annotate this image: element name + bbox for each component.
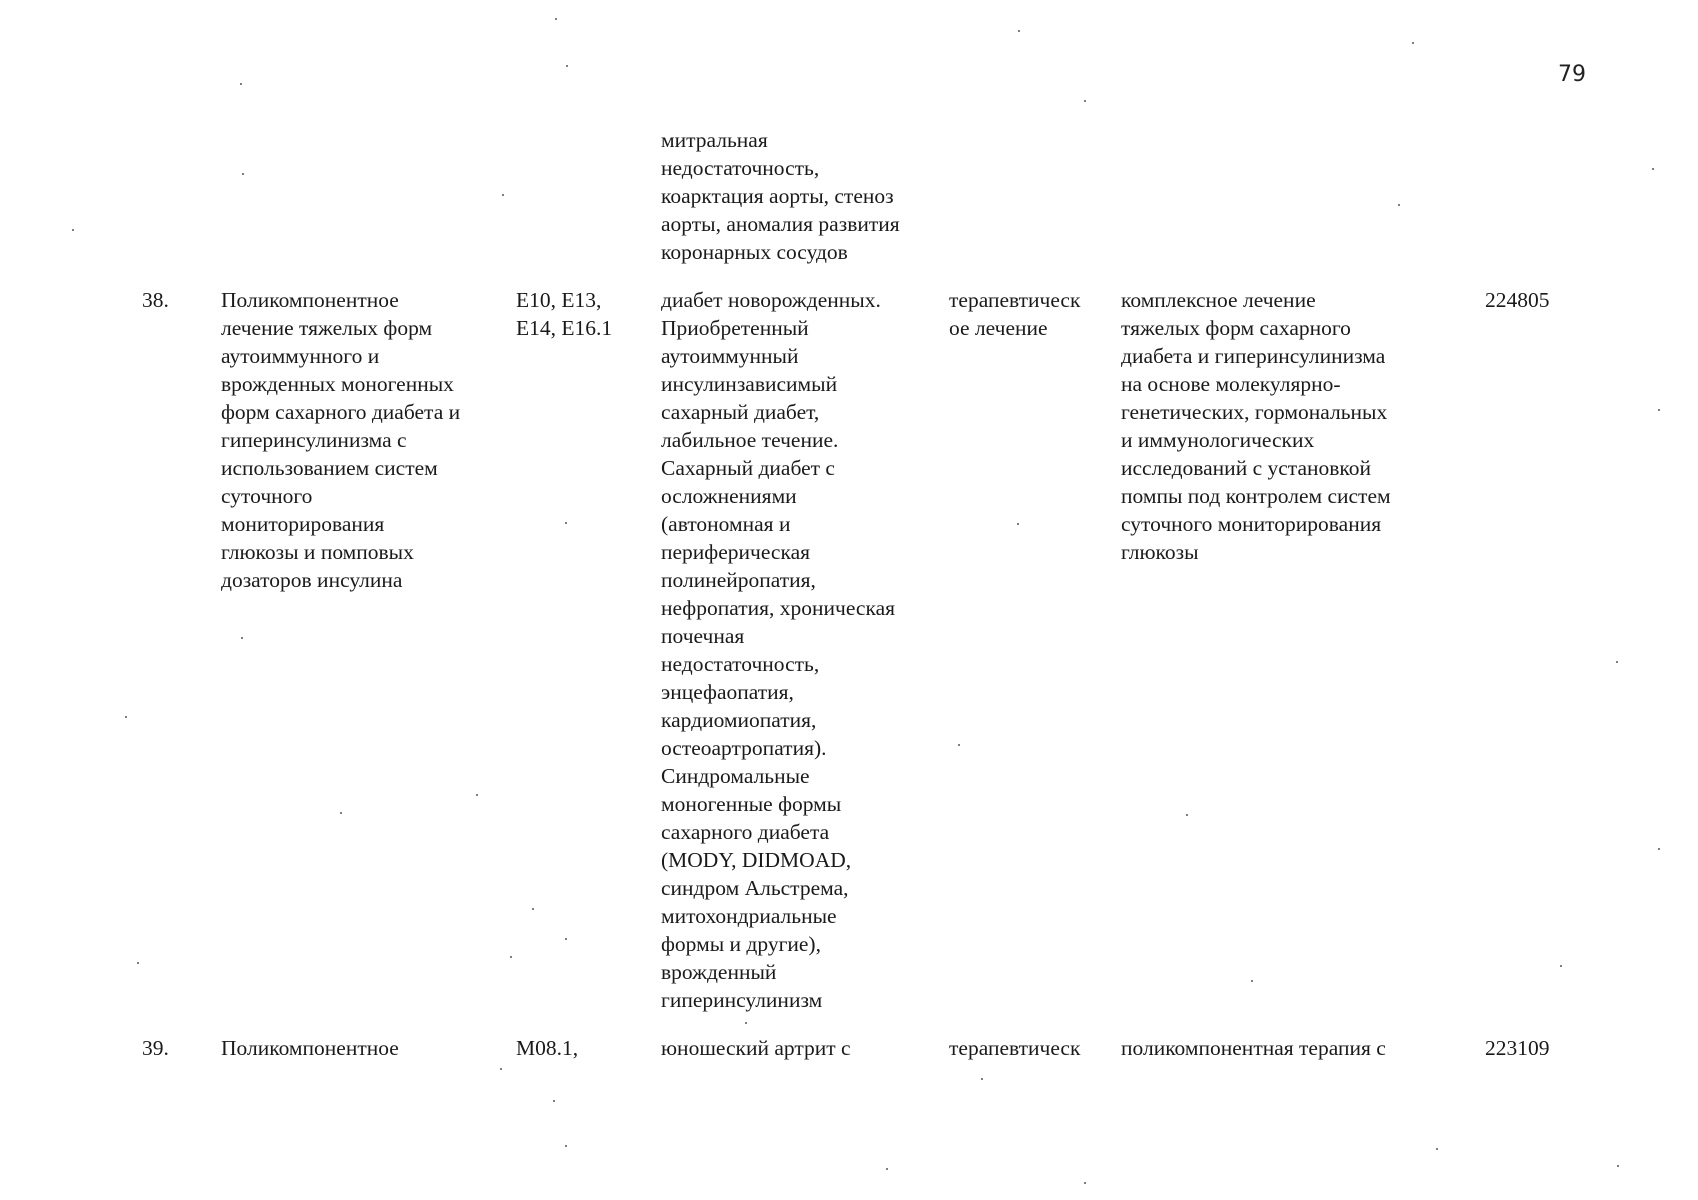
patient-model-cell	[661, 1034, 851, 1062]
text-line: сахарный диабет,	[661, 400, 820, 424]
patient-model-cell	[661, 286, 895, 1014]
text-line: E14, E16.1	[516, 316, 613, 340]
text-line: терапевтическ	[949, 1036, 1081, 1060]
text-line: аутоиммунного и	[221, 344, 380, 368]
row-number: 38.	[142, 288, 169, 312]
text-line: M08.1,	[516, 1036, 579, 1060]
treatment-method-cell	[1121, 286, 1391, 566]
text-line: моногенные формы	[661, 792, 842, 816]
text-line: почечная	[661, 624, 745, 648]
text-line: мониторирования	[221, 512, 385, 536]
cost-cell: 223109	[1485, 1036, 1550, 1060]
text-line: аорты, аномалия развития	[661, 212, 900, 236]
text-line: и иммунологических	[1121, 428, 1315, 452]
icd-code-cell	[516, 286, 612, 342]
text-line: суточного мониторирования	[1121, 512, 1382, 536]
text-line: энцефаопатия,	[661, 680, 794, 704]
text-line: терапевтическ	[949, 288, 1081, 312]
text-line: Приобретенный	[661, 316, 809, 340]
treatment-name-cell	[221, 1034, 399, 1062]
text-line: суточного	[221, 484, 313, 508]
text-line: недостаточность,	[661, 156, 820, 180]
text-line: глюкозы и помповых	[221, 540, 414, 564]
text-line: осложнениями	[661, 484, 797, 508]
text-line: митральная	[661, 128, 768, 152]
text-line: сахарного диабета	[661, 820, 830, 844]
text-line: поликомпонентная терапия с	[1121, 1036, 1386, 1060]
text-line: Поликомпонентное	[221, 288, 399, 312]
text-line: дозаторов инсулина	[221, 568, 403, 592]
text-line: врожденных моногенных	[221, 372, 454, 396]
text-line: (автономная и	[661, 512, 791, 536]
text-line: гиперинсулинизм	[661, 988, 823, 1012]
icd-code-cell	[516, 1034, 578, 1062]
text-line: тяжелых форм сахарного	[1121, 316, 1351, 340]
text-line: Сахарный диабет с	[661, 456, 835, 480]
text-line: Поликомпонентное	[221, 1036, 399, 1060]
text-line: полинейропатия,	[661, 568, 816, 592]
text-line: комплексное лечение	[1121, 288, 1316, 312]
row-number: 39.	[142, 1036, 169, 1060]
text-line: на основе молекулярно-	[1121, 372, 1341, 396]
text-line: исследований с установкой	[1121, 456, 1372, 480]
treatment-method-cell	[1121, 1034, 1386, 1062]
text-line: глюкозы	[1121, 540, 1199, 564]
treatment-name-cell	[221, 286, 460, 594]
text-line: E10, E13,	[516, 288, 602, 312]
cost-cell: 224805	[1485, 288, 1550, 312]
text-line: недостаточность,	[661, 652, 820, 676]
treatment-type-cell	[949, 286, 1080, 342]
text-line: митохондриальные	[661, 904, 837, 928]
text-line: лабильное течение.	[661, 428, 839, 452]
text-line: помпы под контролем систем	[1121, 484, 1391, 508]
text-line: форм сахарного диабета и	[221, 400, 461, 424]
text-line: гиперинсулинизма с	[221, 428, 407, 452]
text-line: периферическая	[661, 540, 811, 564]
text-line: нефропатия, хроническая	[661, 596, 896, 620]
text-line: врожденный	[661, 960, 777, 984]
text-line: юношеский артрит с	[661, 1036, 851, 1060]
text-line: (MODY, DIDMOAD,	[661, 848, 852, 872]
text-line: кардиомиопатия,	[661, 708, 817, 732]
text-line: формы и другие),	[661, 932, 821, 956]
text-line: диабет новорожденных.	[661, 288, 881, 312]
text-line: аутоиммунный	[661, 344, 799, 368]
text-line: генетических, гормональных	[1121, 400, 1388, 424]
treatment-type-cell	[949, 1034, 1080, 1062]
text-line: Синдромальные	[661, 764, 810, 788]
text-line: синдром Альстрема,	[661, 876, 849, 900]
text-line: использованием систем	[221, 456, 438, 480]
text-line: лечение тяжелых форм	[221, 316, 433, 340]
text-line: остеоартропатия).	[661, 736, 827, 760]
continuation-model-cell	[661, 126, 900, 266]
text-line: инсулинзависимый	[661, 372, 838, 396]
text-line: диабета и гиперинсулинизма	[1121, 344, 1386, 368]
page-number: 79	[1558, 62, 1586, 87]
text-line: коарктация аорты, стеноз	[661, 184, 894, 208]
text-line: коронарных сосудов	[661, 240, 848, 264]
text-line: ое лечение	[949, 316, 1048, 340]
